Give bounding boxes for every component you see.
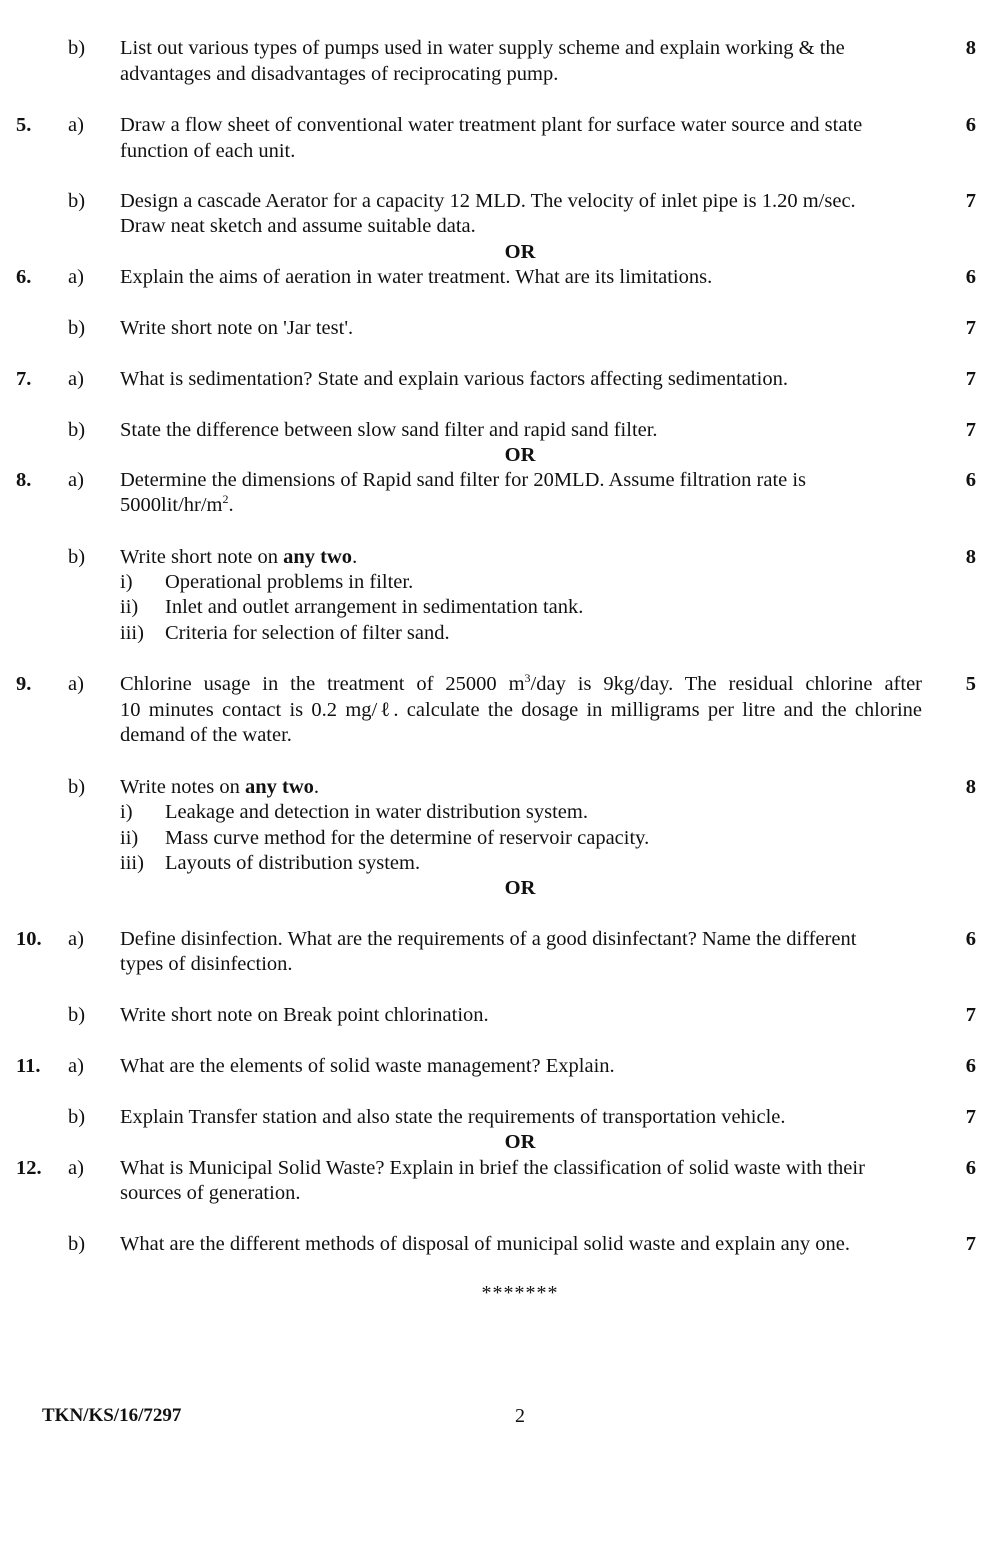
q9b-item-2-num: ii)	[120, 827, 139, 849]
q5b-part-label: b)	[68, 190, 86, 212]
q9a-part-label: a)	[68, 673, 84, 695]
q10b-marks: 7	[965, 1004, 976, 1026]
q8b-part-label: b)	[68, 546, 86, 568]
q9b-intro-post: .	[313, 776, 320, 798]
q6-number: 6.	[16, 266, 32, 288]
q6a-part-label: a)	[68, 266, 84, 288]
q10-number: 10.	[16, 928, 42, 950]
q7-number: 7.	[16, 368, 32, 390]
q9b-part-label: b)	[68, 776, 86, 798]
q8b-item-1-text: Operational problems in filter.	[165, 571, 414, 593]
q9a-text-line1	[120, 671, 922, 697]
q9b-intro	[120, 774, 319, 800]
q8b-marks: 8	[965, 546, 976, 568]
q11a-part-label: a)	[68, 1055, 84, 1077]
q12a-part-label: a)	[68, 1157, 84, 1179]
q11b-part-label: b)	[68, 1106, 86, 1128]
q6a-marks: 6	[965, 266, 976, 288]
q5a-text-line2: function of each unit.	[120, 140, 296, 162]
q5-number: 5.	[16, 114, 32, 136]
q8a-line2-post: .	[228, 494, 234, 516]
q11a-marks: 6	[965, 1055, 976, 1077]
q8a-marks: 6	[965, 469, 976, 491]
q9b-item-3-num: iii)	[120, 852, 144, 874]
q8a-line2-sup: 2	[222, 492, 229, 507]
q10b-part-label: b)	[68, 1004, 86, 1026]
q8b-item-3-num: iii)	[120, 622, 144, 644]
or-separator-3: OR	[504, 877, 536, 899]
q5b-text-line1: Design a cascade Aerator for a capacity 12 MLD. The velocity of inlet pipe is 1.20 m/sec.	[120, 190, 856, 212]
q11a-text-line1: What are the elements of solid waste management? Explain.	[120, 1055, 615, 1077]
q6a-text-line1: Explain the aims of aeration in water treatment. What are its limitations.	[120, 266, 713, 288]
q12b-text-line1: What are the different methods of disposal of municipal solid waste and explain any one.	[120, 1233, 851, 1255]
q8b-intro-pre: Write short note on	[120, 546, 284, 568]
or-separator-1: OR	[504, 241, 536, 263]
q10b-text-line1: Write short note on Break point chlorination.	[120, 1004, 489, 1026]
q10a-marks: 6	[965, 928, 976, 950]
q8b-intro-post: .	[352, 546, 358, 568]
q8-number: 8.	[16, 469, 32, 491]
q10a-text-line1: Define disinfection. What are the requirements of a good disinfectant? Name the different	[120, 928, 857, 950]
q6b-text-line1: Write short note on 'Jar test'.	[120, 317, 354, 339]
or-separator-2: OR	[504, 444, 536, 466]
q7b-marks: 7	[965, 419, 976, 441]
q9b-marks: 8	[965, 776, 976, 798]
q9b-intro-bold: any two	[245, 776, 314, 798]
q9b-item-3-text: Layouts of distribution system.	[165, 852, 421, 874]
q10a-part-label: a)	[68, 928, 84, 950]
q8a-text-line1: Determine the dimensions of Rapid sand filter for 20MLD. Assume filtration rate is	[120, 469, 807, 491]
q12-number: 12.	[16, 1157, 42, 1179]
q9a-marks: 5	[965, 673, 976, 695]
q12a-marks: 6	[965, 1157, 976, 1179]
q8b-intro-bold: any two	[283, 546, 353, 568]
q4b-text-line1: List out various types of pumps used in water supply scheme and explain working & the	[120, 37, 845, 59]
page-number: 2	[515, 1405, 525, 1427]
q8a-part-label: a)	[68, 469, 84, 491]
q6b-part-label: b)	[68, 317, 86, 339]
q9a-line1-post: /day is 9kg/day. The residual chlorine after	[530, 673, 922, 695]
q7a-marks: 7	[965, 368, 976, 390]
q9a-text-line2: 10 minutes contact is 0.2 mg/ℓ. calculate the dosage in milligrams per litre and the chlorine	[120, 699, 922, 721]
q7b-text-line1: State the difference between slow sand filter and rapid sand filter.	[120, 419, 658, 441]
q8b-intro	[120, 544, 357, 570]
q5b-marks: 7	[965, 190, 976, 212]
q8b-item-2-num: ii)	[120, 596, 139, 618]
q4b-text-line2: advantages and disadvantages of reciprocating pump.	[120, 63, 559, 85]
q5b-text-line2: Draw neat sketch and assume suitable data.	[120, 215, 476, 237]
or-separator-4: OR	[504, 1131, 536, 1153]
q11b-text-line1: Explain Transfer station and also state the requirements of transportation vehicle.	[120, 1106, 786, 1128]
q4b-part-label: b)	[68, 37, 86, 59]
q9b-item-1-text: Leakage and detection in water distribution system.	[165, 801, 588, 823]
q12a-text-line2: sources of generation.	[120, 1182, 301, 1204]
q7a-text-line1: What is sedimentation? State and explain various factors affecting sedimentation.	[120, 368, 788, 390]
q12b-marks: 7	[965, 1233, 976, 1255]
q7a-part-label: a)	[68, 368, 84, 390]
q11-number: 11.	[16, 1055, 41, 1077]
q7b-part-label: b)	[68, 419, 86, 441]
q8b-item-3-text: Criteria for selection of filter sand.	[165, 622, 450, 644]
q5a-marks: 6	[965, 114, 976, 136]
q8b-item-2-text: Inlet and outlet arrangement in sedimentation tank.	[165, 596, 584, 618]
q9a-line1-sup: 3	[524, 671, 531, 686]
q9a-line1-pre: Chlorine usage in the treatment of 25000 m	[120, 673, 525, 695]
q9b-intro-pre: Write notes on	[120, 776, 245, 798]
q8a-text-line2	[120, 492, 234, 518]
q5a-text-line1: Draw a flow sheet of conventional water treatment plant for surface water source and state	[120, 114, 863, 136]
q11b-marks: 7	[965, 1106, 976, 1128]
q9-number: 9.	[16, 673, 32, 695]
q6b-marks: 7	[965, 317, 976, 339]
end-of-paper-mark: *******	[481, 1282, 559, 1304]
q5a-part-label: a)	[68, 114, 84, 136]
q10a-text-line2: types of disinfection.	[120, 953, 293, 975]
q8b-item-1-num: i)	[120, 571, 133, 593]
q12a-text-line1: What is Municipal Solid Waste? Explain in brief the classification of solid waste with their	[120, 1157, 865, 1179]
q9b-item-1-num: i)	[120, 801, 133, 823]
paper-code: TKN/KS/16/7297	[42, 1405, 182, 1426]
q4b-marks: 8	[965, 37, 976, 59]
q12b-part-label: b)	[68, 1233, 86, 1255]
q8a-line2-pre: 5000lit/hr/m	[120, 494, 223, 516]
q9b-item-2-text: Mass curve method for the determine of reservoir capacity.	[165, 827, 650, 849]
q9a-text-line3: demand of the water.	[120, 724, 292, 746]
